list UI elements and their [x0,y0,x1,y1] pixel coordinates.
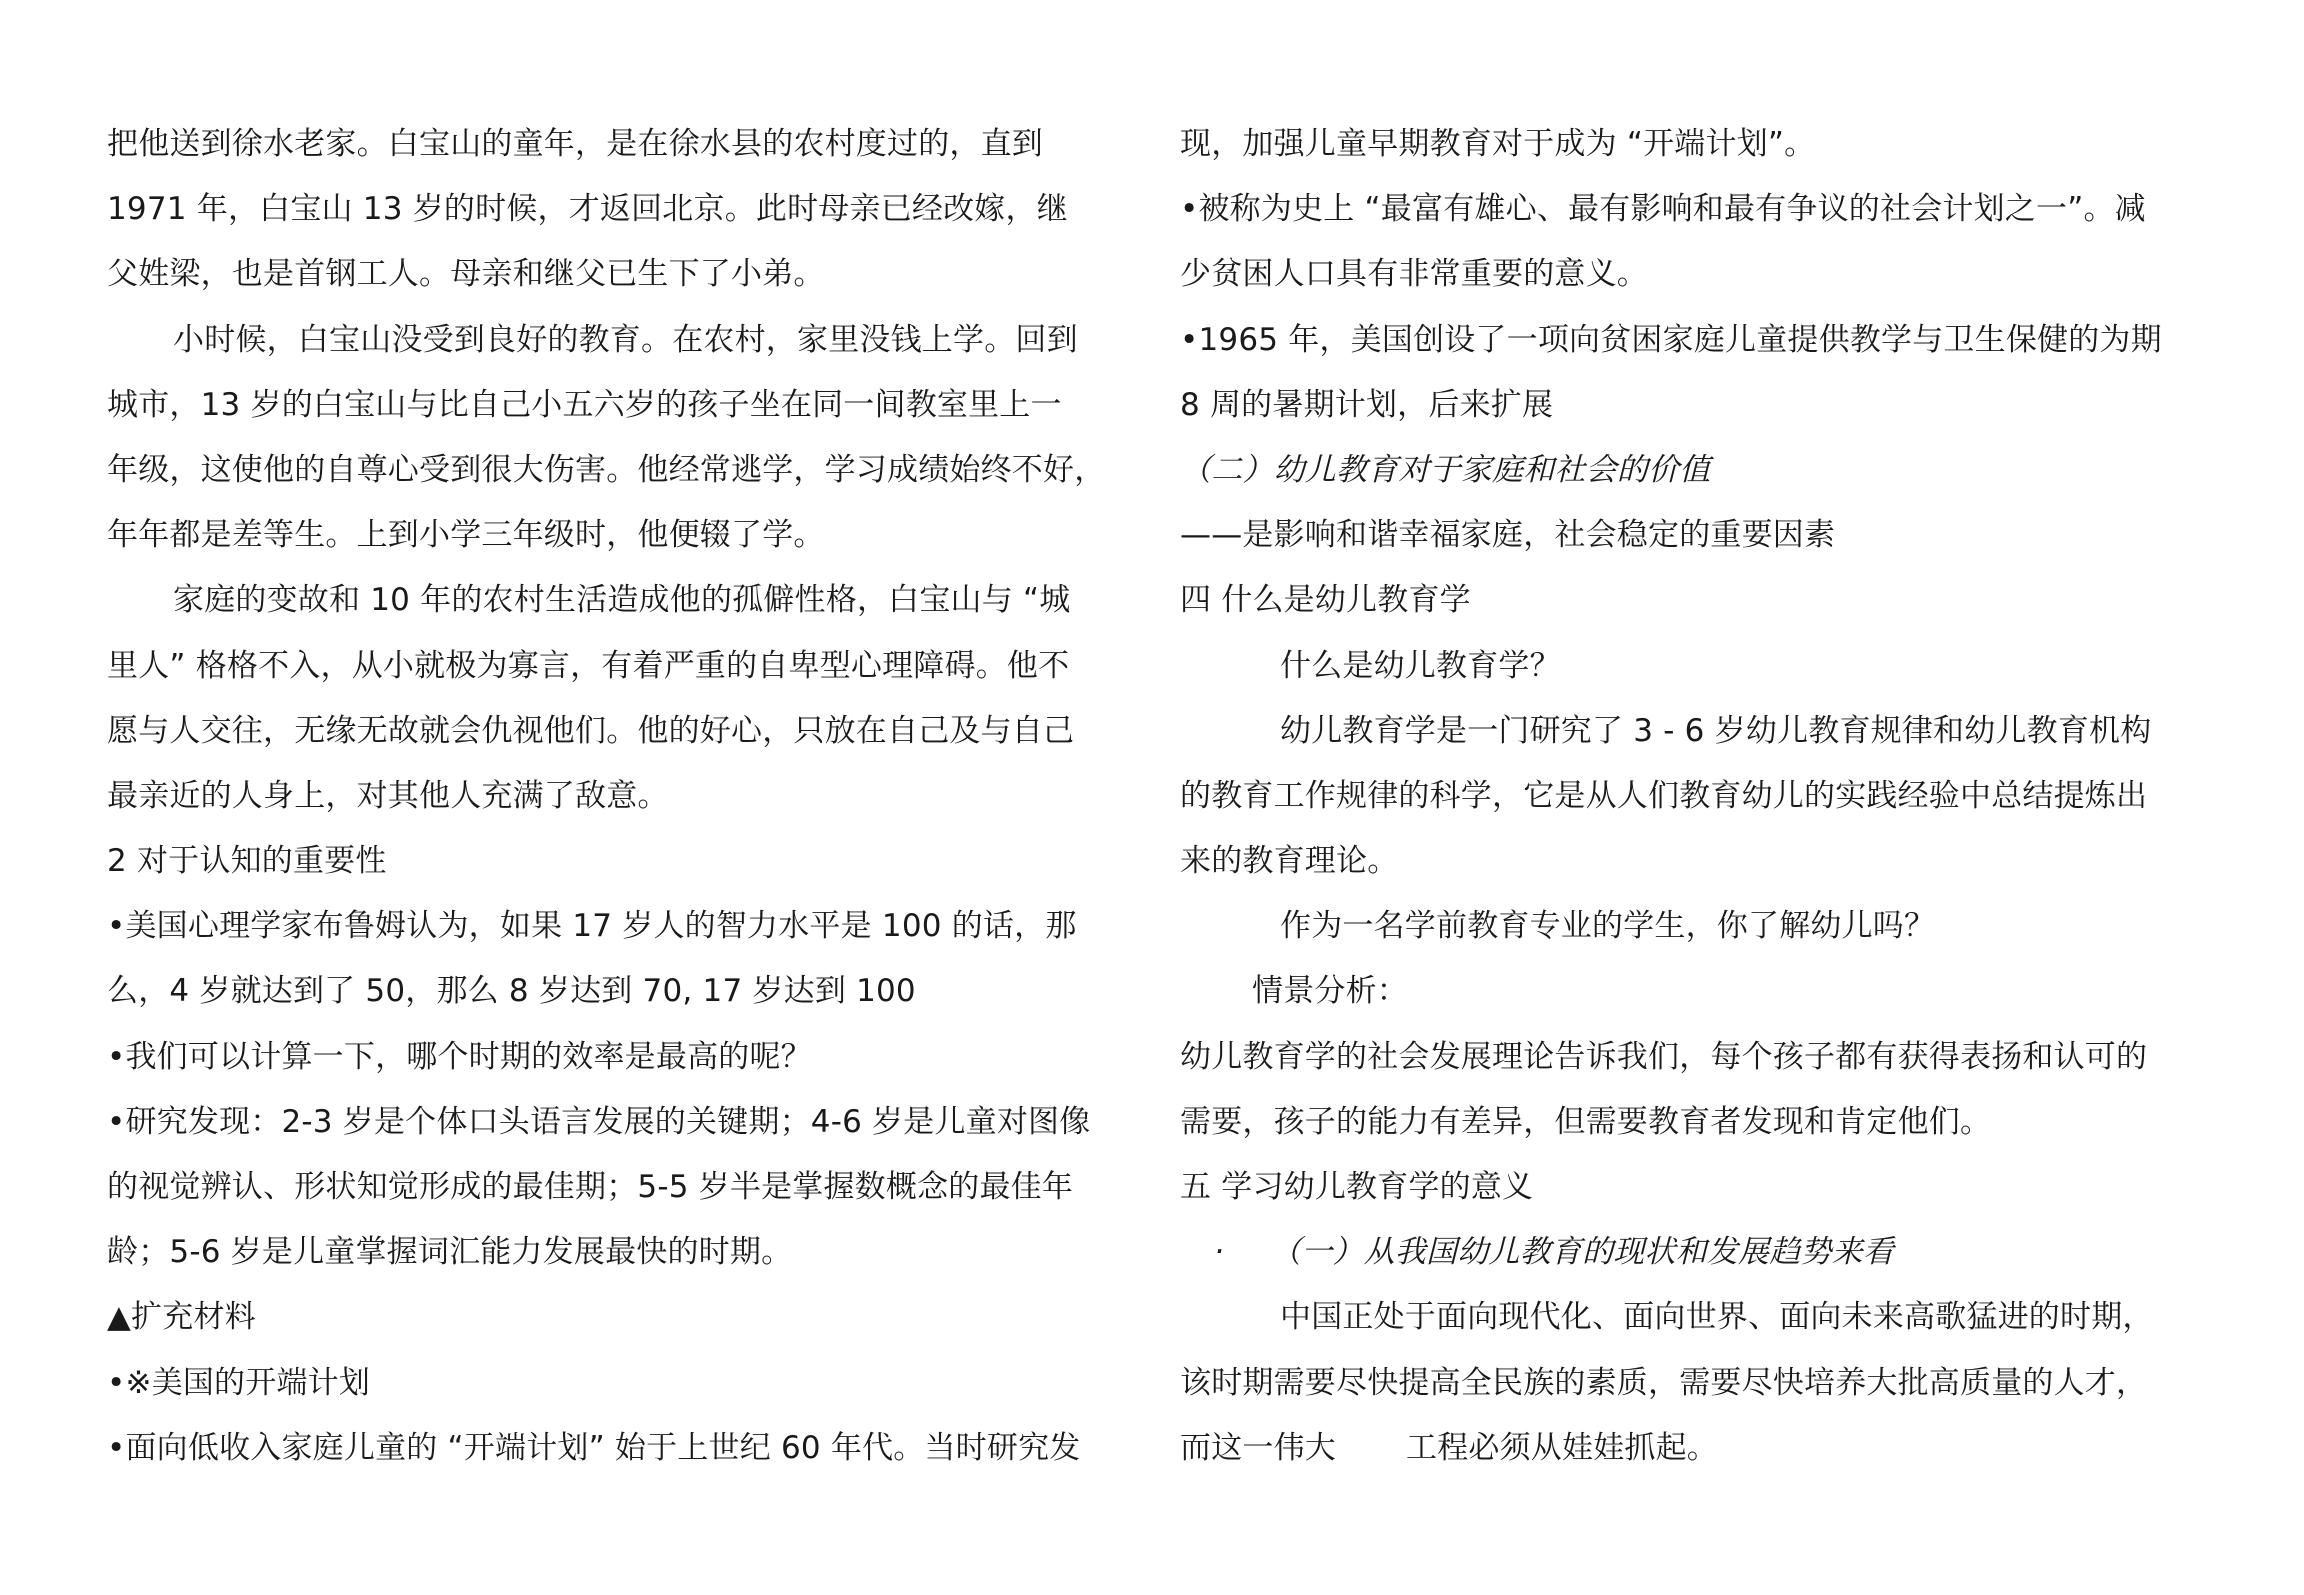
paragraph-line: 家庭的变故和 10 年的农村生活造成他的孤僻性格，白宝山与 “城 [173,582,1071,619]
bullet-line: •1965 年，美国创设了一项向贫困家庭儿童提供教学与卫生保健的为期 [1180,321,2162,358]
paragraph-line: 来的教育理论。 [1180,843,1399,880]
paragraph-line: 小时候，白宝山没受到良好的教育。在农村，家里没钱上学。回到 [173,321,1078,358]
subsection-heading [1180,1220,2210,1285]
subsection-heading: （二）幼儿教育对于家庭和社会的价值 [1180,451,1711,488]
question-line: 什么是幼儿教育学？ [1280,647,1561,684]
bullet-line: •研究发现：2-3 岁是个体口头语言发展的关键期；4-6 岁是儿童对图像 [107,1103,1091,1140]
paragraph-line: 愿与人交往，无缘无故就会仇视他们。他的好心，只放在自己及与自己 [107,712,1075,749]
scenario-label: 情景分析： [1252,973,1408,1010]
paragraph-line: ——是影响和谐幸福家庭，社会稳定的重要因素 [1180,517,1836,554]
paragraph-line: 中国正处于面向现代化、面向世界、面向未来高歌猛进的时期， [1280,1299,2154,1336]
paragraph-line: 里人” 格格不入，从小就极为寡言，有着严重的自卑型心理障碍。他不 [107,647,1070,684]
bullet-line: •我们可以计算一下，哪个时期的效率是最高的呢？ [107,1038,812,1075]
section-heading: 五 学习幼儿教育学的意义 [1180,1169,1534,1205]
paragraph-fragment: 工程必须从娃娃抓起。 [1406,1429,1718,1466]
paragraph-line: 少贫困人口具有非常重要的意义。 [1180,256,1648,293]
paragraph-line: 龄；5-6 岁是儿童掌握词汇能力发展最快的时期。 [107,1234,793,1271]
paragraph-line: 么，4 岁就达到了 50，那么 8 岁达到 70, 17 岁达到 100 [107,973,916,1010]
section-heading: 四 什么是幼儿教育学 [1180,582,1471,619]
bullet-line: •※美国的开端计划 [107,1364,371,1401]
paragraph-line: 父姓梁，也是首钢工人。母亲和继父已生下了小弟。 [107,256,825,293]
bullet-line: •美国心理学家布鲁姆认为，如果 17 岁人的智力水平是 100 的话，那 [107,908,1077,945]
paragraph-line: 1971 年，白宝山 13 岁的时候，才返回北京。此时母亲已经改嫁，继 [107,191,1068,228]
paragraph-line: 的视觉辨认、形状知觉形成的最佳期；5-5 岁半是掌握数概念的最佳年 [107,1169,1074,1205]
paragraph-fragment: 而这一伟大 [1180,1429,1336,1466]
section-heading: 2 对于认知的重要性 [107,843,387,880]
left-column [107,112,1147,1481]
paragraph-line: 需要，孩子的能力有差异，但需要教育者发现和肯定他们。 [1180,1103,1992,1140]
subsection-heading-text: （一）从我国幼儿教育的现状和发展趋势来看 [1270,1234,1894,1271]
paragraph-line: 年级，这使他的自尊心受到很大伤害。他经常逃学，学习成绩始终不好， [107,451,1106,488]
question-line: 作为一名学前教育专业的学生，你了解幼儿吗？ [1280,908,1936,945]
bullet-line: •被称为史上 “最富有雄心、最有影响和最有争议的社会计划之一”。减 [1180,191,2146,228]
paragraph-line: 城市，13 岁的白宝山与比自己小五六岁的孩子坐在同一间教室里上一 [107,386,1062,423]
paragraph-line: 8 周的暑期计划，后来扩展 [1180,386,1554,423]
paragraph-line: 现，加强儿童早期教育对于成为 “开端计划”。 [1180,126,1816,162]
paragraph-line: 幼儿教育学的社会发展理论告诉我们，每个孩子都有获得表扬和认可的 [1180,1038,2148,1075]
paragraph-line [1180,1416,2210,1481]
paragraph-line: 年年都是差等生。上到小学三年级时，他便辍了学。 [107,517,825,554]
paragraph-line: 该时期需要尽快提高全民族的素质，需要尽快培养大批高质量的人才， [1180,1364,2148,1401]
paragraph-line: 幼儿教育学是一门研究了 3 - 6 岁幼儿教育规律和幼儿教育机构 [1280,712,2152,749]
paragraph-line: 最亲近的人身上，对其他人充满了敌意。 [107,777,669,814]
right-column [1180,112,2210,1481]
bullet-line: •面向低收入家庭儿童的 “开端计划” 始于上世纪 60 年代。当时研究发 [107,1429,1081,1466]
paragraph-line: 把他送到徐水老家。白宝山的童年，是在徐水县的农村度过的，直到 [107,126,1043,162]
section-heading: ▲扩充材料 [107,1299,256,1336]
paragraph-line: 的教育工作规律的科学，它是从人们教育幼儿的实践经验中总结提炼出 [1180,777,2148,814]
bullet-dot: · [1214,1234,1225,1271]
